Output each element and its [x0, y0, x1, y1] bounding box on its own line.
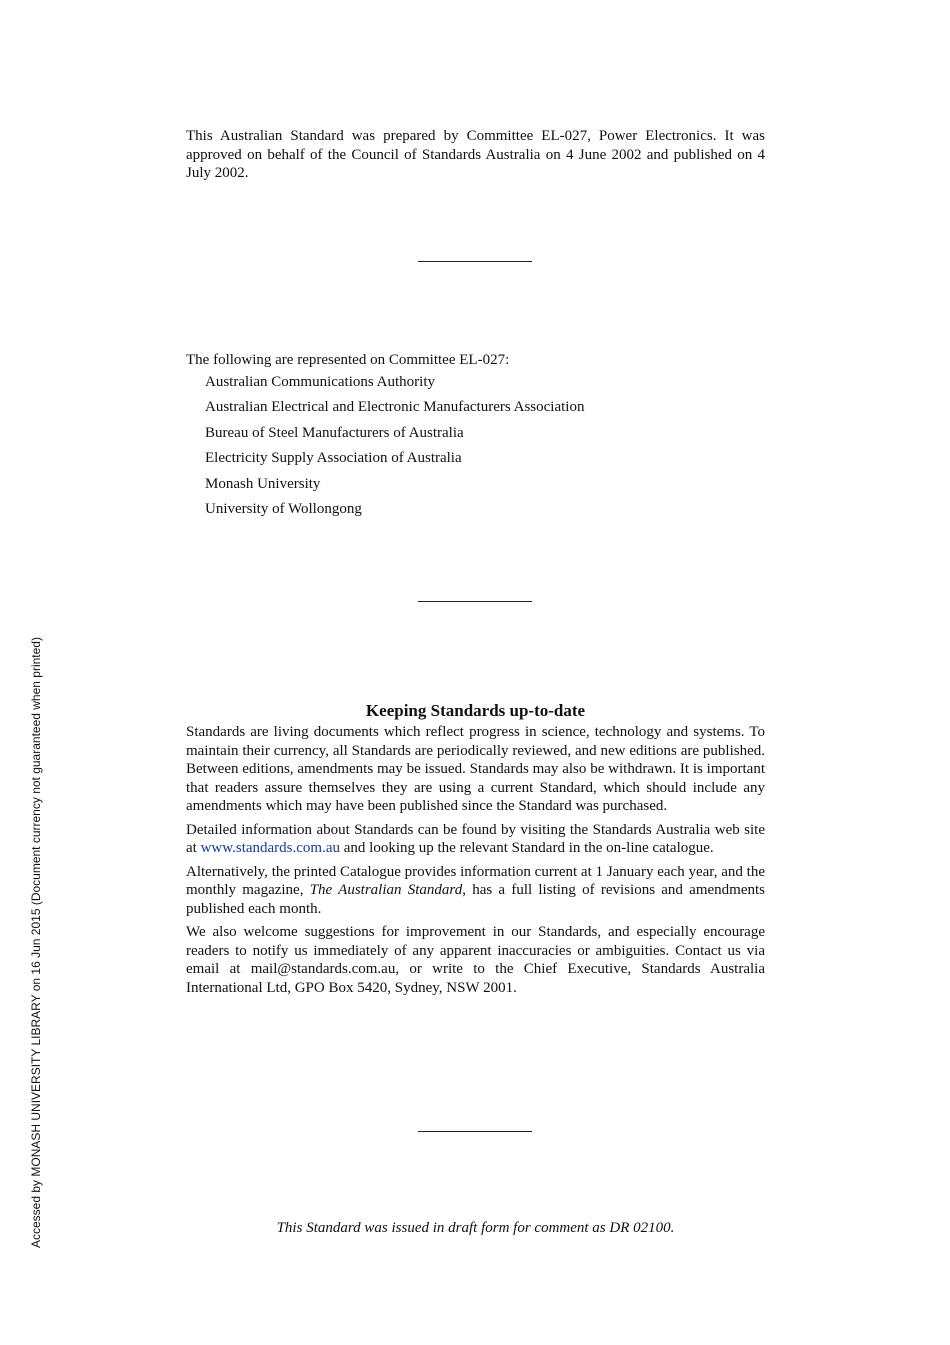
paragraph: Standards are living documents which reflect progress in science, technology and systems. To maintain their currency, all Standards are periodically reviewed, and new editions are published. Between editions, amendments may be issued. Standards may also be withdrawn. It is important that readers assure themselves they are using a current Standard, which should include any amendments which may have been published since the Standard was purchased.	[186, 724, 765, 814]
committee-section	[186, 351, 765, 523]
keeping-standards-section	[186, 700, 765, 1002]
paragraph: We also welcome suggestions for improvement in our Standards, and especially encourage readers to notify us immediately of any apparent inaccuracies or ambiguities. Contact us via email at mail@standards.com.au, or write to the Chief Executive, Standards Australia International Ltd, GPO Box 5420, Sydney, NSW 2001.	[186, 924, 765, 996]
committee-member-list	[186, 370, 765, 524]
section-title: Keeping Standards up-to-date	[365, 701, 586, 720]
standards-website-link[interactable]: www.standards.com.au	[200, 840, 340, 856]
committee-member: Monash University	[205, 475, 321, 492]
intro-paragraph: This Australian Standard was prepared by Committee EL-027, Power Electronics. It was approved on behalf of the Council of Standards Australia on 4 June 2002 and published on 4 July 2002.	[186, 128, 765, 181]
committee-heading: The following are represented on Committee EL-027:	[186, 352, 510, 368]
committee-member: Electricity Supply Association of Australia	[205, 450, 462, 467]
committee-member: Bureau of Steel Manufacturers of Australia	[205, 424, 464, 441]
section-divider	[418, 1131, 532, 1132]
paragraph-text: , has a full listing of revisions and amendments published each month.	[186, 882, 765, 917]
paragraph-text: Alternatively, the printed Catalogue provides information current at 1 January each year, and the monthly magazine,	[186, 863, 765, 898]
committee-member: Australian Communications Authority	[205, 373, 435, 390]
paragraph-text: Detailed information about Standards can be found by visiting the Standards Australia web site at	[186, 821, 765, 856]
section-divider	[418, 601, 532, 602]
magazine-title: The Australian Standard	[309, 882, 463, 898]
committee-member: University of Wollongong	[205, 501, 362, 518]
section-divider	[418, 261, 532, 262]
paragraph-text: and looking up the relevant Standard in the on-line catalogue.	[340, 840, 714, 856]
draft-note: This Standard was issued in draft form for comment as DR 02100.	[276, 1220, 675, 1236]
paragraph	[186, 863, 765, 919]
committee-member: Australian Electrical and Electronic Manufacturers Association	[205, 399, 585, 416]
paragraph	[186, 821, 765, 858]
access-watermark: Accessed by MONASH UNIVERSITY LIBRARY on 16 Jun 2015 (Document currency not guaranteed when printed)	[29, 637, 43, 1248]
